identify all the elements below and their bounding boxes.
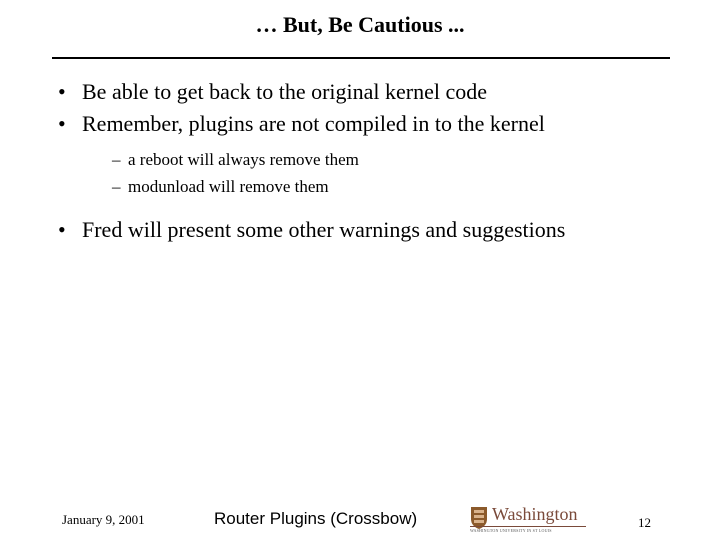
sub-bullet-list <box>112 146 698 200</box>
sub-bullet-marker: – <box>112 150 121 169</box>
bullet-text: Remember, plugins are not compiled in to the kernel <box>82 111 545 136</box>
title-divider <box>52 57 670 59</box>
bullet-item <box>58 214 698 246</box>
logo-divider <box>470 526 586 527</box>
bullet-marker: • <box>58 79 66 104</box>
page-number: 12 <box>638 515 651 530</box>
bullet-item <box>58 108 698 140</box>
sub-bullet-text: a reboot will always remove them <box>128 150 359 169</box>
bullet-marker: • <box>58 111 66 136</box>
sub-bullet-item <box>112 173 698 200</box>
sub-bullet-marker: – <box>112 177 121 196</box>
bullet-list <box>58 76 698 246</box>
bullet-text: Be able to get back to the original kernel code <box>82 79 488 104</box>
university-logo <box>470 506 588 532</box>
sub-bullet-item <box>112 146 698 173</box>
footer-title: Router Plugins (Crossbow) <box>214 509 418 528</box>
sub-bullet-text: modunload will remove them <box>128 177 329 196</box>
logo-wordmark: Washington <box>492 504 578 524</box>
bullet-item <box>58 76 698 108</box>
bullet-text: Fred will present some other warnings and suggestions <box>82 217 566 242</box>
footer-date: January 9, 2001 <box>62 512 145 527</box>
logo-subtext: WASHINGTON UNIVERSITY IN ST LOUIS <box>470 528 552 533</box>
bullet-marker: • <box>58 217 66 242</box>
slide-title: … But, Be Cautious ... <box>255 12 465 37</box>
